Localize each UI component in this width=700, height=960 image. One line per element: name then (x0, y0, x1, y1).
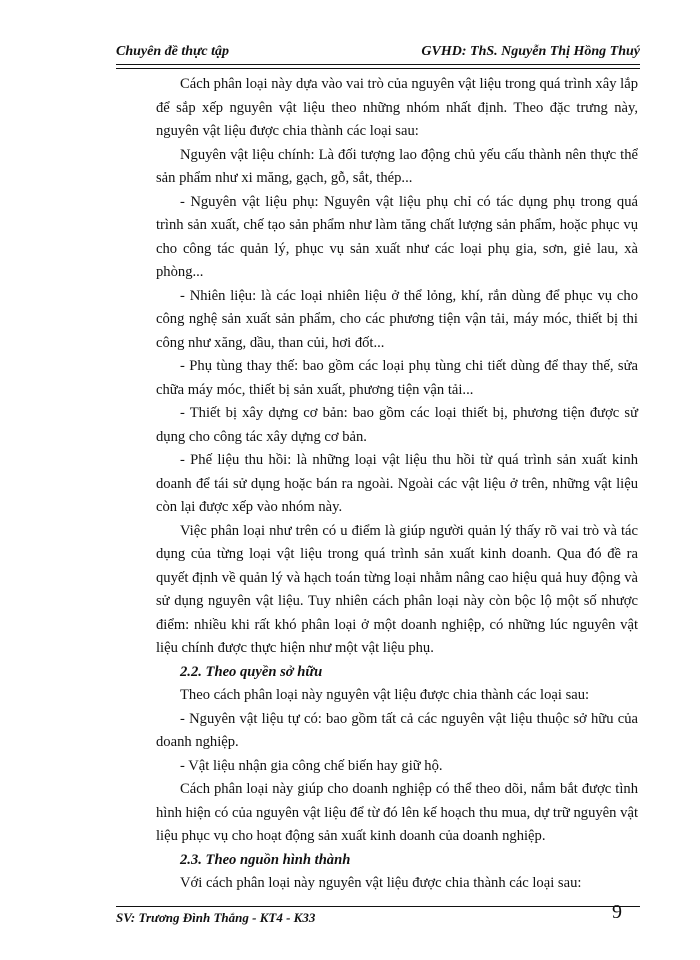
paragraph: - Vật liệu nhận gia công chế biến hay giữ hộ. (180, 757, 443, 774)
paragraph: - Nguyên vật liệu phụ: Nguyên vật liệu phụ chỉ có tác dụng phụ trong quá trình sản xuất, chế tạo sản phẩm như làm tăng chất lượng sản phẩm, hoặc phục vụ cho công tác quản lý, phục vụ sản xuất như các loại phụ gia, sơn, giẻ lau, xà phòng... (156, 193, 638, 280)
page-number: 9 (612, 901, 622, 923)
document-body (156, 73, 638, 896)
paragraph: - Phụ tùng thay thế: bao gồm các loại phụ tùng chi tiết dùng để thay thế, sửa chữa máy móc, thiết bị sản xuất, phương tiện vận tải... (156, 358, 638, 398)
header-left-title: Chuyên đề thực tập (116, 44, 230, 59)
paragraph: - Nhiên liệu: là các loại nhiên liệu ở thể lỏng, khí, rắn dùng để phục vụ cho công nghệ sản xuất sản phẩm, cho các phương tiện vận tải, máy móc, thiết bị thi công như xăng, dầu, than củi, hơi đốt... (156, 287, 638, 351)
header-right-advisor: GVHD: ThS. Nguyễn Thị Hồng Thuý (421, 44, 640, 59)
paragraph: Với cách phân loại này nguyên vật liệu được chia thành các loại sau: (180, 875, 582, 891)
footer-student: SV: Trương Đình Thắng - KT4 - K33 (116, 910, 316, 925)
paragraph: Nguyên vật liệu chính: Là đối tượng lao động chủ yếu cấu thành nên thực thể sản phẩm như xi măng, gạch, gỗ, sắt, thép... (156, 146, 638, 186)
section-heading: 2.3. Theo nguồn hình thành (180, 851, 351, 868)
paragraph: - Phế liệu thu hồi: là những loại vật liệu thu hồi từ quá trình sản xuất kinh doanh để tái sử dụng hoặc bán ra ngoài. Ngoài các vật liệu ở trên, những vật liệu còn lại được xếp vào nhóm này. (156, 452, 638, 515)
paragraph: Cách phân loại này giúp cho doanh nghiệp có thể theo dõi, nắm bắt được tình hình hiện có của nguyên vật liệu để từ đó lên kế hoạch thu mua, dự trữ nguyên vật liệu phục vụ cho hoạt động sản xuất kinh doanh của doanh nghiệp. (156, 781, 638, 844)
footer-divider (116, 906, 640, 907)
header-divider (116, 64, 640, 69)
section-heading: 2.2. Theo quyền sở hữu (180, 663, 323, 680)
page-header (116, 44, 640, 62)
paragraph: - Nguyên vật liệu tự có: bao gồm tất cả các nguyên vật liệu thuộc sở hữu của doanh nghiệp. (156, 710, 638, 750)
paragraph: - Thiết bị xây dựng cơ bản: bao gồm các loại thiết bị, phương tiện được sử dụng cho công tác xây dựng cơ bản. (156, 405, 638, 445)
paragraph: Cách phân loại này dựa vào vai trò của nguyên vật liệu trong quá trình xây lắp để sắp xếp nguyên vật liệu theo những nhóm nhất định. Theo đặc trưng này, nguyên vật liệu được chia thành các loại sau: (156, 76, 638, 139)
paragraph: Việc phân loại như trên có u điểm là giúp người quản lý thấy rõ vai trò và tác dụng của từng loại vật liệu trong quá trình sản xuất kinh doanh. Qua đó đề ra quyết định về quản lý và hạch toán từng loại nhằm nâng cao hiệu quả huy động và sử dụng nguyên vật liệu. Tuy nhiên cách phân loại này còn bộc lộ một số nhược điểm: nhiều khi rất khó phân loại ở một doanh nghiệp, có những lúc nguyên vật liệu chính được thực hiện như một vật liệu phụ. (156, 522, 638, 656)
paragraph: Theo cách phân loại này nguyên vật liệu được chia thành các loại sau: (180, 687, 590, 703)
